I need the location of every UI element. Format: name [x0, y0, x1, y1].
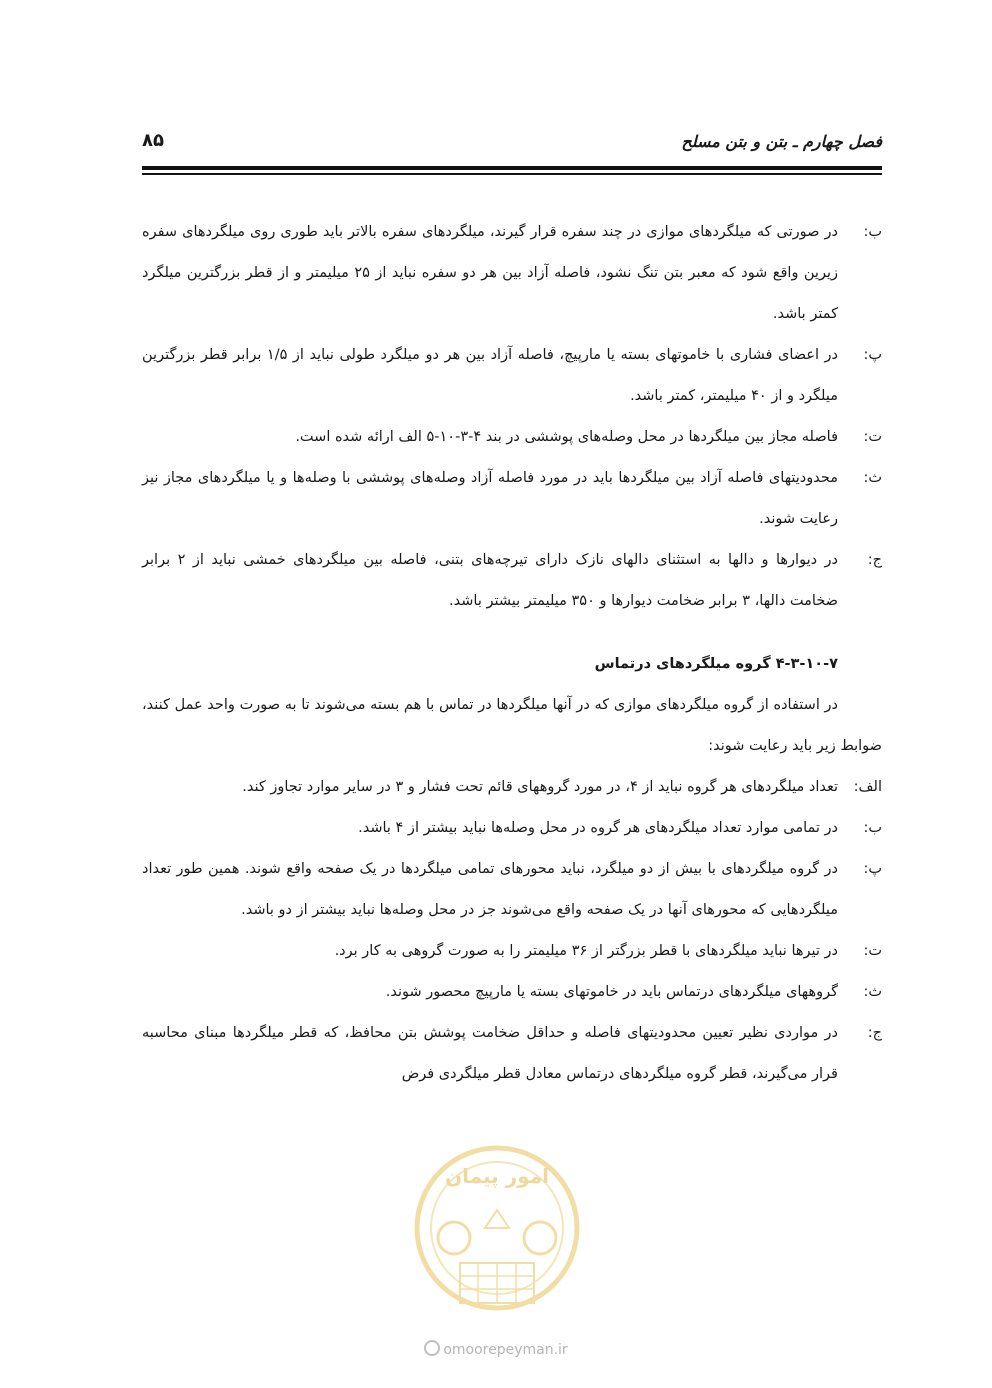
list-item: [142, 931, 882, 972]
list-item-text: در تمامی موارد تعداد میلگردهای هر گروه در محل وصله‌ها نباید بیشتر از ۴ باشد.: [358, 820, 838, 836]
section-heading: ۴-۳-۱۰-۷ گروه میلگردهای درتماس: [594, 656, 838, 672]
list-item: [142, 1013, 882, 1095]
list-marker: ث:: [863, 470, 882, 486]
list-item-text: در تیرها نباید میلگردهای با قطر بزرگتر از ۳۶ میلیمتر را به صورت گروهی به کار برد.: [334, 943, 838, 959]
footer-site-text: omoorepeyman.ir: [443, 1342, 568, 1358]
list-item: [142, 458, 882, 540]
list-marker: ث:: [863, 984, 882, 1000]
gear-icon: [524, 1222, 556, 1254]
list-marker: ت:: [863, 429, 882, 445]
page-body: [142, 212, 882, 1095]
footer-site: [0, 1340, 992, 1358]
list-marker: ت:: [863, 943, 882, 959]
list-item-text: در دیوارها و دالها به استثنای دالهای نازک دارای تیرچه‌های بتنی، فاصله بین میلگردهای خمشی نباید از ۲ برابر ضخامت دالها، ۳ برابر ضخامت دیوارها و ۳۵۰ میلیمتر بیشتر باشد.: [142, 552, 838, 609]
list-item-text: در صورتی که میلگردهای موازی در چند سفره قرار گیرند، میلگردهای سفره بالاتر باید طوری روی میلگردهای سفره زیرین واقع شود که معبر بتن تنگ نشود، فاصله آزاد بین هر دو سفره نباید از ۲۵ میلیمتر و از قطر بزرگترین میلگرد کمتر باشد.: [142, 224, 838, 322]
header-rule-thin: [142, 173, 882, 175]
gear-icon: [438, 1222, 470, 1254]
page-header: [142, 128, 882, 162]
list-item: [142, 540, 882, 622]
scales-icon: [485, 1210, 509, 1228]
chapter-title: فصل چهارم ـ بتن و بتن مسلح: [681, 132, 882, 151]
list-item: [142, 808, 882, 849]
list-marker: پ:: [863, 347, 882, 363]
list-item: [142, 767, 882, 808]
page-number: ۸۵: [142, 130, 164, 151]
list-item: [142, 417, 882, 458]
at-icon: [424, 1340, 440, 1356]
list-item-text: در گروه میلگردهای با بیش از دو میلگرد، نباید محورهای تمامی میلگردها در یک صفحه واقع شوند. همین طور تعداد میلگردهایی که محورهای آنها در یک صفحه واقع می‌شوند جز در محل وصله‌ها نباید بیشتر از دو باشد.: [142, 861, 838, 918]
header-rule-thick: [142, 166, 882, 170]
list-item: [142, 849, 882, 931]
list-item-text: گروههای میلگردهای درتماس باید در خاموتهای بسته یا مارپیچ محصور شوند.: [385, 984, 838, 1000]
list-item-text: در مواردی نظیر تعیین محدودیتهای فاصله و حداقل ضخامت پوشش بتن محافظ، که قطر میلگردها مبنای محاسبه قرار می‌گیرند، قطر گروه میلگردهای درتماس معادل قطر میلگردی فرض: [142, 1025, 838, 1082]
list-item-text: تعداد میلگردهای هر گروه نباید از ۴، در مورد گروههای قائم تحت فشار و ۳ در سایر موارد تجاوز کند.: [242, 779, 838, 795]
list-item: [142, 972, 882, 1013]
watermark-logo-text: امور پیمان: [445, 1164, 549, 1188]
list-item-text: در اعضای فشاری با خاموتهای بسته یا مارپیچ، فاصله آزاد بین هر دو میلگرد طولی نباید از ۱/۵ برابر قطر بزرگترین میلگرد و از ۴۰ میلیمتر، کمتر باشد.: [142, 347, 838, 404]
list-marker: ب:: [863, 224, 882, 240]
list-marker: پ:: [863, 861, 882, 877]
list-item: [142, 335, 882, 417]
list-item: [142, 212, 882, 335]
list-item-text: محدودیتهای فاصله آزاد بین میلگردها باید در مورد فاصله آزاد وصله‌های پوششی با وصله‌ها و یا میلگردهای مجاز نیز رعایت شوند.: [142, 470, 838, 527]
list-marker: الف:: [853, 779, 882, 795]
list-marker: ج:: [867, 552, 882, 568]
section-intro: در استفاده از گروه میلگردهای موازی که در آنها میلگردها در تماس با هم بسته می‌شوند تا به صورت واحد عمل کنند، ضوابط زیر باید رعایت شوند:: [142, 697, 882, 754]
list-item-text: فاصله مجاز بین میلگردها در محل وصله‌های پوششی در بند ۴-۳-۱۰-۵ الف ارائه شده است.: [295, 429, 838, 445]
watermark-logo-icon: [410, 1128, 585, 1323]
list-marker: ب:: [863, 820, 882, 836]
list-marker: ج:: [867, 1025, 882, 1041]
